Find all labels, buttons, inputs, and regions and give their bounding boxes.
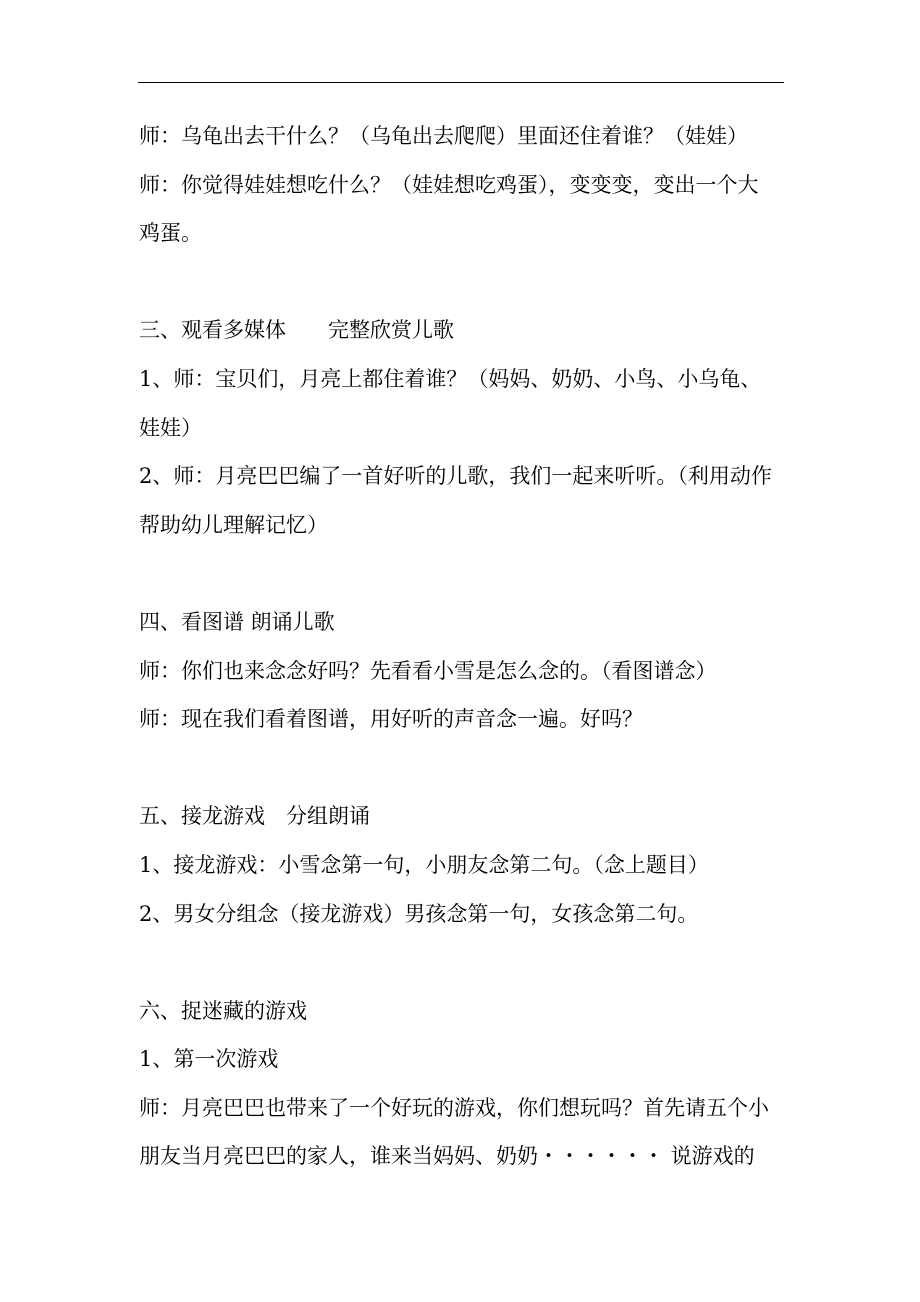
text-line: 娃娃）	[139, 415, 202, 440]
text-line: 师：乌龟出去干什么？（乌龟出去爬爬）里面还住着谁？（娃娃）	[139, 124, 748, 148]
text-line: 师：你们也来念念好吗？先看看小雪是怎么念的。（看图谱念）	[139, 658, 717, 683]
text-line: 师：现在我们看着图谱，用好听的声音念一遍。好吗？	[139, 707, 643, 732]
text-line: 朋友当月亮巴巴的家人，谁来当妈妈、奶奶・・・・・・ 说游戏的	[139, 1144, 755, 1169]
text-line: 鸡蛋。	[139, 221, 202, 246]
text-line: 2、师：月亮巴巴编了一首好听的儿歌，我们一起来听听。（利用动作	[139, 464, 772, 489]
text-line: 1、接龙游戏：小雪念第一句，小朋友念第二句。（念上题目）	[139, 852, 709, 877]
text-line: 帮助幼儿理解记忆）	[139, 512, 328, 537]
section-heading: 四、看图谱 朗诵儿歌	[139, 609, 335, 634]
subsection-heading: 1、第一次游戏	[139, 1047, 279, 1072]
paragraph-gap	[139, 744, 789, 793]
section-heading: 三、观看多媒体 完整欣赏儿歌	[139, 318, 454, 343]
text-line: 师：你觉得娃娃想吃什么？（娃娃想吃鸡蛋），变变变，变出一个大	[139, 172, 759, 197]
document-body	[139, 112, 789, 1181]
text-line: 1、师：宝贝们，月亮上都住着谁？（妈妈、奶奶、小鸟、小乌龟、	[139, 366, 762, 391]
paragraph-gap	[139, 549, 789, 598]
text-line: 2、男女分组念（接龙游戏）男孩念第一句，女孩念第二句。	[139, 901, 699, 926]
paragraph-gap	[139, 938, 789, 987]
paragraph-gap	[139, 258, 789, 307]
header-rule	[138, 82, 784, 83]
section-heading: 六、捉迷藏的游戏	[139, 998, 307, 1023]
section-heading: 五、接龙游戏 分组朗诵	[139, 804, 370, 829]
text-line: 师：月亮巴巴也带来了一个好玩的游戏，你们想玩吗？首先请五个小	[139, 1095, 769, 1120]
